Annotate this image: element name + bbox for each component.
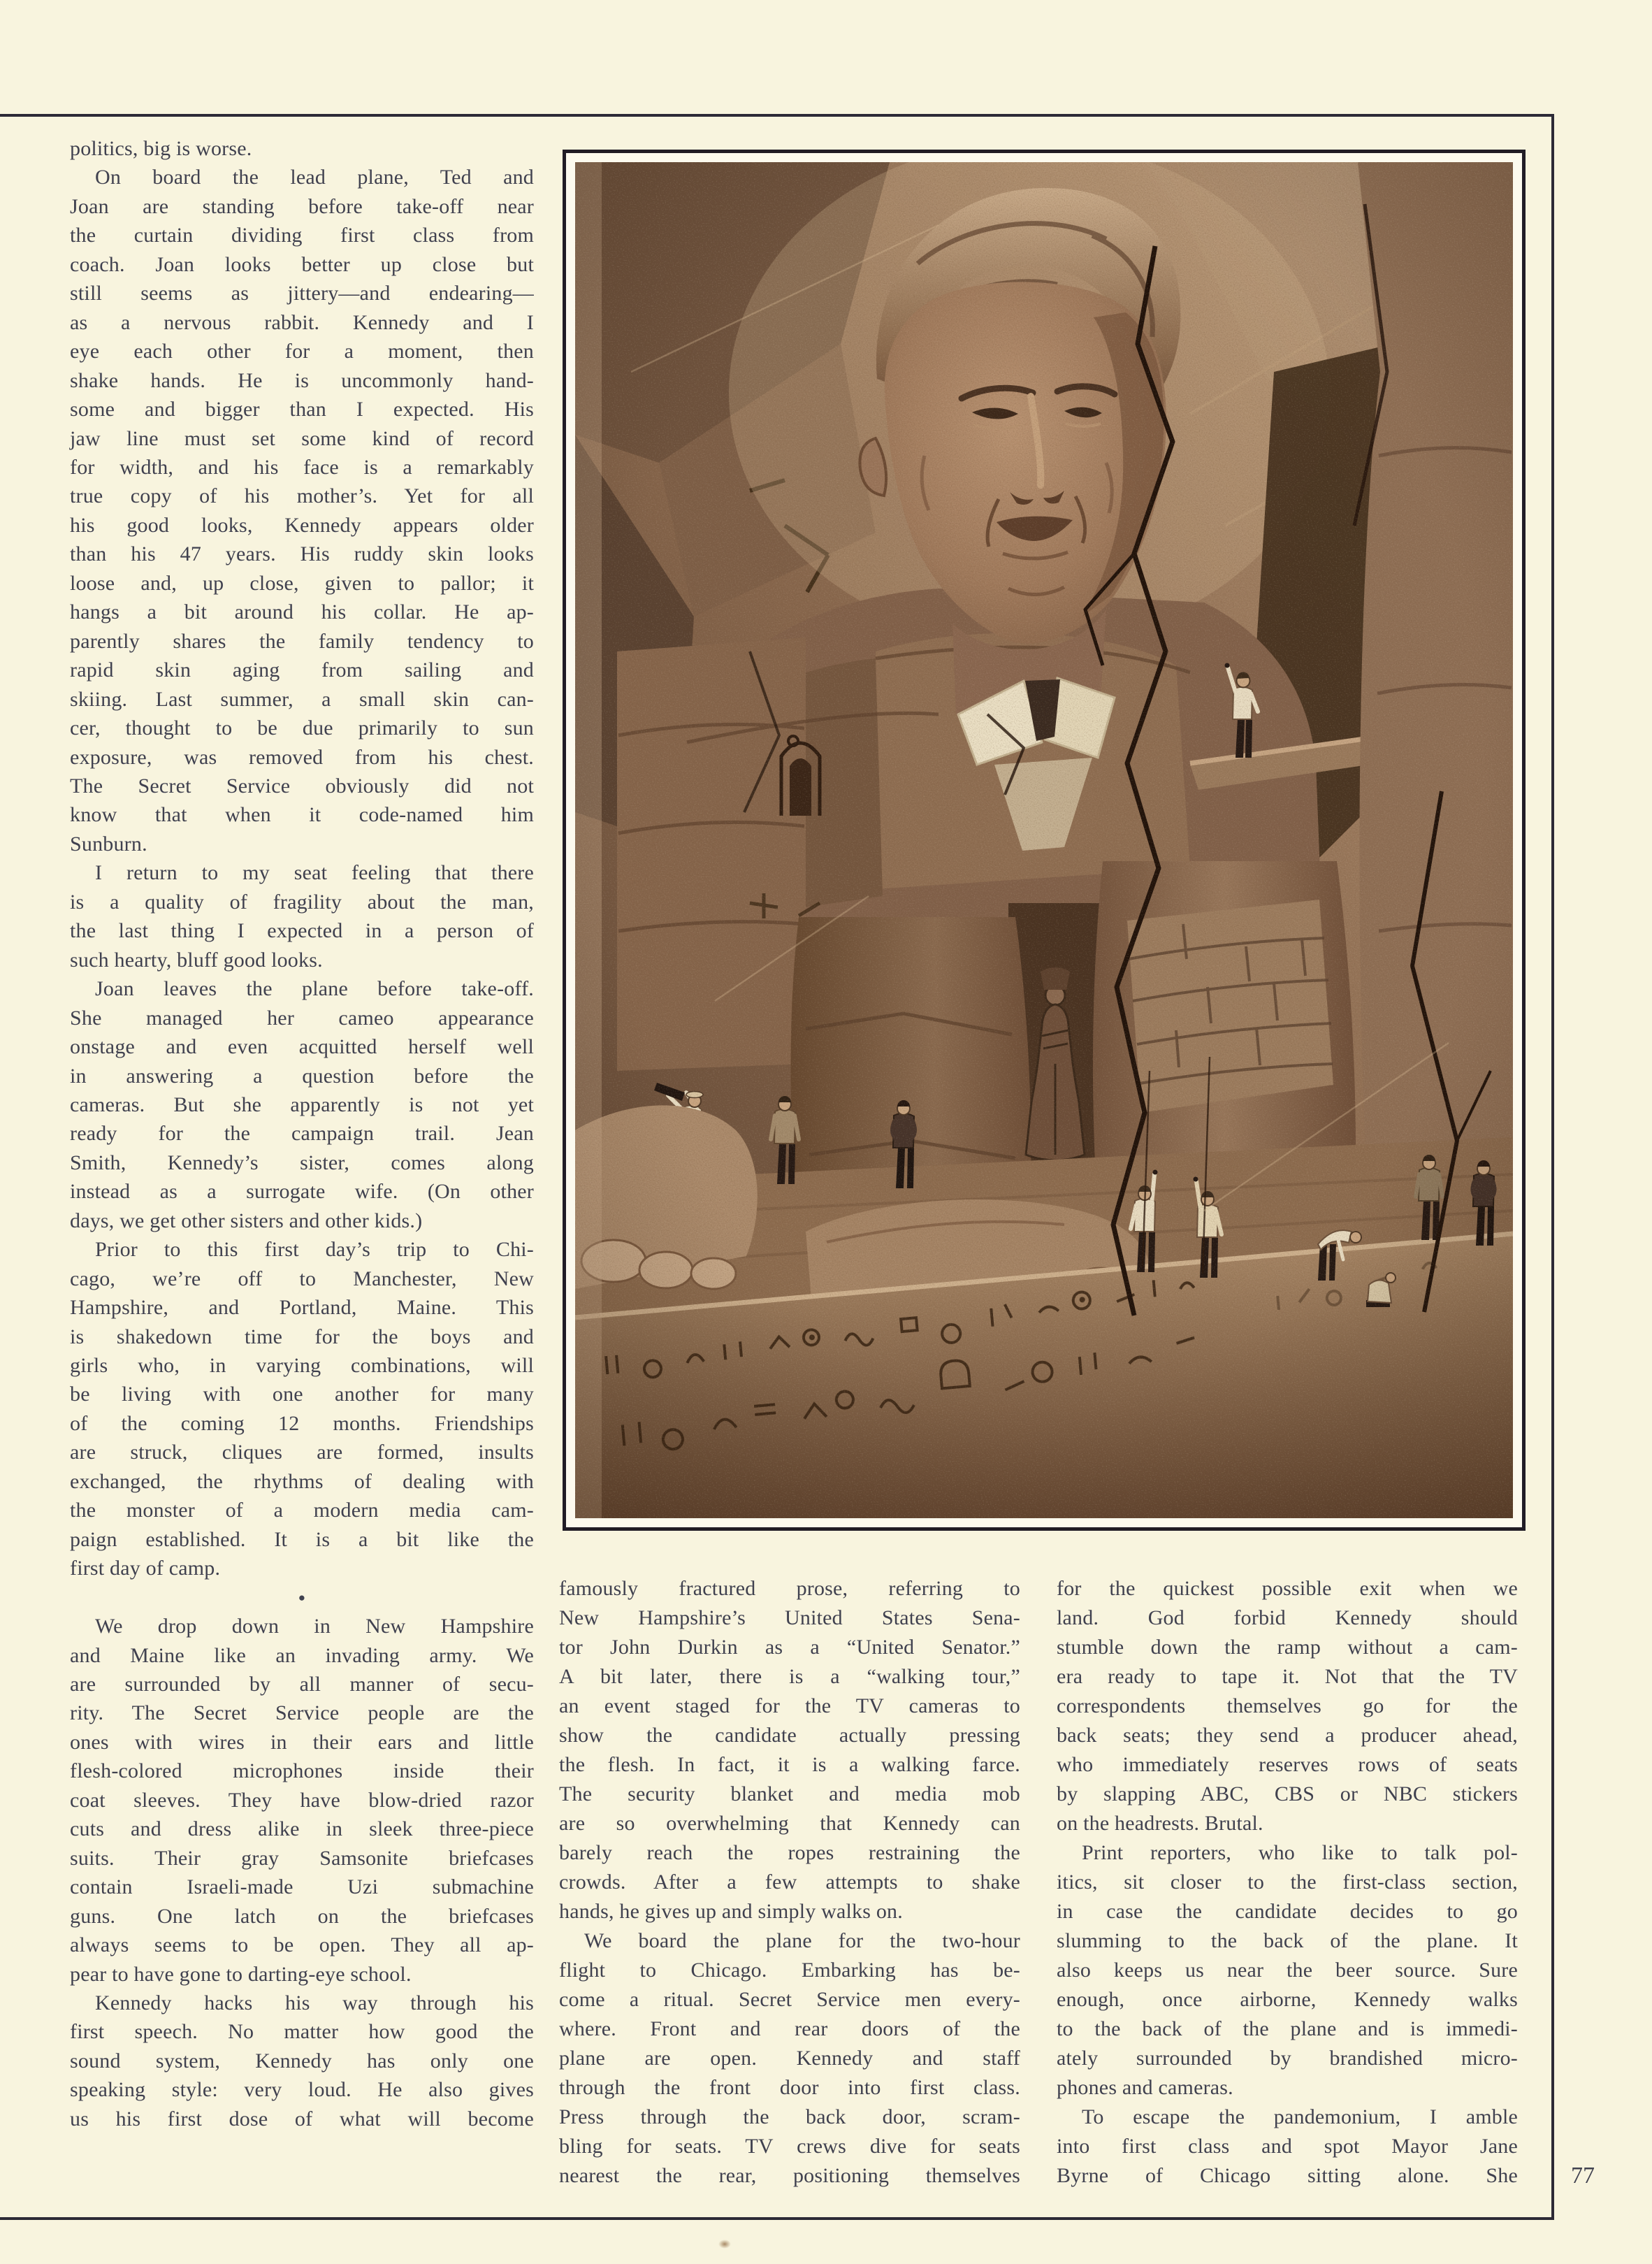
text-line: paign established. It is a bit like the (70, 1527, 534, 1551)
text-line: cameras. But she apparently is not yet (70, 1093, 534, 1116)
text-line: coat sleeves. They have blow-dried razor (70, 1788, 534, 1812)
text-line: We drop down in New Hampshire (95, 1615, 534, 1638)
page-number: 77 (1571, 2163, 1595, 2189)
text-line: be living with one another for many (70, 1383, 534, 1406)
text-line: eye each other for a moment, then (70, 340, 534, 363)
text-line: era ready to tape it. Not that the TV (1057, 1665, 1518, 1688)
text-line: in case the candidate decides to go (1057, 1900, 1518, 1923)
text-line: skiing. Last summer, a small skin can- (70, 687, 534, 711)
text-line: parently shares the family tendency to (70, 629, 534, 653)
text-line: true copy of his mother’s. Yet for all (70, 484, 534, 508)
text-line: itics, sit closer to the first-class section, (1057, 1870, 1518, 1894)
text-line: The security blanket and media mob (559, 1782, 1020, 1805)
text-line: Prior to this first day’s trip to Chi- (95, 1238, 534, 1262)
kennedy-colossus-illustration (575, 162, 1513, 1518)
text-line: A bit later, there is a “walking tour,” (559, 1665, 1020, 1688)
article-column-left (70, 134, 534, 2133)
text-line: ately surrounded by brandished micro- (1057, 2047, 1518, 2070)
text-line: cago, we’re off to Manchester, New (70, 1267, 534, 1290)
text-line: the monster of a modern media cam- (70, 1499, 534, 1522)
text-line: hands, he gives up and simply walks on. (559, 1900, 903, 1923)
text-line: flight to Chicago. Embarking has be- (559, 1959, 1020, 1982)
text-line: coach. Joan looks better up close but (70, 252, 534, 276)
text-line: as a nervous rabbit. Kennedy and I (70, 310, 534, 334)
text-line: To escape the pandemonium, I amble (1082, 2105, 1518, 2128)
text-line: The Secret Service obviously did not (70, 774, 534, 798)
text-line: of the coming 12 months. Friendships (70, 1411, 534, 1435)
text-line: Joan leaves the plane before take-off. (95, 977, 534, 1001)
text-line: first day of camp. (70, 1557, 221, 1580)
text-line: hangs a bit around his collar. He ap- (70, 600, 534, 624)
text-line: famously fractured prose, referring to (559, 1577, 1020, 1600)
text-line: know that when it code-named him (70, 803, 534, 827)
text-line: rity. The Secret Service people are the (70, 1701, 534, 1725)
text-line: for the quickest possible exit when we (1057, 1577, 1518, 1600)
text-line: suits. Their gray Samsonite briefcases (70, 1846, 534, 1870)
text-line: who immediately reserves rows of seats (1057, 1753, 1518, 1776)
text-line: also keeps us near the beer source. Sure (1057, 1959, 1518, 1982)
text-line: crowds. After a few attempts to shake (559, 1870, 1020, 1894)
text-line: back seats; they send a producer ahead, (1057, 1724, 1518, 1747)
text-line: is a quality of fragility about the man, (70, 890, 534, 914)
text-line: girls who, in varying combinations, will (70, 1354, 534, 1378)
text-line: rapid skin aging from sailing and (70, 658, 534, 682)
text-line: enough, once airborne, Kennedy walks (1057, 1988, 1518, 2011)
text-line: tor John Durkin as a “United Senator.” (559, 1636, 1020, 1659)
text-line: come a ritual. Secret Service men every- (559, 1988, 1020, 2011)
text-line: the flesh. In fact, it is a walking farce. (559, 1753, 1020, 1776)
ink-speck (718, 2240, 731, 2249)
text-line: instead as a surrogate wife. (On other (70, 1180, 534, 1204)
text-line: the last thing I expected in a person of (70, 919, 534, 943)
text-line: first speech. No matter how good the (70, 2020, 534, 2044)
text-line: guns. One latch on the briefcases (70, 1904, 534, 1928)
text-line: and Maine like an invading army. We (70, 1643, 534, 1667)
text-line: show the candidate actually pressing (559, 1724, 1020, 1747)
text-line: Smith, Kennedy’s sister, comes along (70, 1151, 534, 1174)
text-line: are so overwhelming that Kennedy can (559, 1812, 1020, 1835)
text-line: cer, thought to be due primarily to sun (70, 716, 534, 740)
text-line: onstage and even acquitted herself well (70, 1035, 534, 1059)
text-line: such hearty, bluff good looks. (70, 948, 323, 972)
text-line: bling for seats. TV crews dive for seats (559, 2135, 1020, 2158)
section-separator-bullet: ● (298, 1590, 306, 1604)
text-line: politics, big is worse. (70, 137, 252, 160)
text-line: stumble down the ramp without a cam- (1057, 1636, 1518, 1659)
text-line: Sunburn. (70, 832, 147, 856)
text-line: On board the lead plane, Ted and (95, 166, 534, 189)
text-line: than his 47 years. His ruddy skin looks (70, 542, 534, 566)
text-line: sound system, Kennedy has only one (70, 2049, 534, 2072)
text-line: Press through the back door, scram- (559, 2105, 1020, 2128)
text-line: always seems to be open. They all ap- (70, 1933, 534, 1957)
text-line: us his first dose of what will become (70, 2107, 534, 2130)
text-line: is shakedown time for the boys and (70, 1325, 534, 1348)
text-line: an event staged for the TV cameras to (559, 1694, 1020, 1717)
text-line: Joan are standing before take-off near (70, 194, 534, 218)
text-line: exposure, was removed from his chest. (70, 745, 534, 769)
text-line: to the back of the plane and is immedi- (1057, 2017, 1518, 2040)
text-line: are surrounded by all manner of secu- (70, 1673, 534, 1696)
text-line: contain Israeli-made Uzi submachine (70, 1875, 534, 1899)
text-line: She managed her cameo appearance (70, 1006, 534, 1030)
text-line: ready for the campaign trail. Jean (70, 1122, 534, 1146)
text-line: speaking style: very loud. He also gives (70, 2078, 534, 2102)
text-line: Byrne of Chicago sitting alone. She (1057, 2164, 1518, 2187)
text-line: cuts and dress alike in sleek three-piece (70, 1817, 534, 1841)
text-line: shake hands. He is uncommonly hand- (70, 368, 534, 392)
text-line: exchanged, the rhythms of dealing with (70, 1469, 534, 1493)
text-line: his good looks, Kennedy appears older (70, 513, 534, 537)
text-line: days, we get other sisters and other kids.) (70, 1209, 423, 1232)
text-line: flesh-colored microphones inside their (70, 1759, 534, 1783)
text-line: New Hampshire’s United States Sena- (559, 1606, 1020, 1629)
illustration-figure (563, 150, 1526, 1531)
text-line: barely reach the ropes restraining the (559, 1841, 1020, 1864)
text-line: some and bigger than I expected. His (70, 398, 534, 421)
text-line: pear to have gone to darting-eye school. (70, 1962, 412, 1986)
text-line: ones with wires in their ears and little (70, 1730, 534, 1754)
text-line: Kennedy hacks his way through his (95, 1991, 534, 2014)
text-line: I return to my seat feeling that there (95, 861, 534, 885)
text-line: nearest the rear, positioning themselves (559, 2164, 1020, 2187)
article-column-right (1057, 1574, 1518, 2191)
text-line: land. God forbid Kennedy should (1057, 1606, 1518, 1629)
text-line: for width, and his face is a remarkably (70, 455, 534, 479)
text-line: the curtain dividing first class from (70, 224, 534, 247)
text-line: jaw line must set some kind of record (70, 426, 534, 450)
text-line: slumming to the back of the plane. It (1057, 1929, 1518, 1952)
text-line: through the front door into first class. (559, 2076, 1020, 2099)
text-line: by slapping ABC, CBS or NBC stickers (1057, 1782, 1518, 1805)
text-line: on the headrests. Brutal. (1057, 1812, 1263, 1835)
text-line: phones and cameras. (1057, 2076, 1233, 2099)
text-line: Hampshire, and Portland, Maine. This (70, 1296, 534, 1320)
text-line: We board the plane for the two-hour (584, 1929, 1020, 1952)
article-column-middle (559, 1574, 1020, 2191)
text-line: loose and, up close, given to pallor; it (70, 571, 534, 595)
text-line: correspondents themselves go for the (1057, 1694, 1518, 1717)
text-line: into first class and spot Mayor Jane (1057, 2135, 1518, 2158)
text-line: where. Front and rear doors of the (559, 2017, 1020, 2040)
text-line: are struck, cliques are formed, insults (70, 1441, 534, 1464)
text-line: Print reporters, who like to talk pol- (1082, 1841, 1518, 1864)
grain-light (575, 162, 1513, 1518)
text-line: plane are open. Kennedy and staff (559, 2047, 1020, 2070)
text-line: still seems as jittery—and endearing— (70, 282, 534, 305)
text-line: in answering a question before the (70, 1064, 534, 1088)
